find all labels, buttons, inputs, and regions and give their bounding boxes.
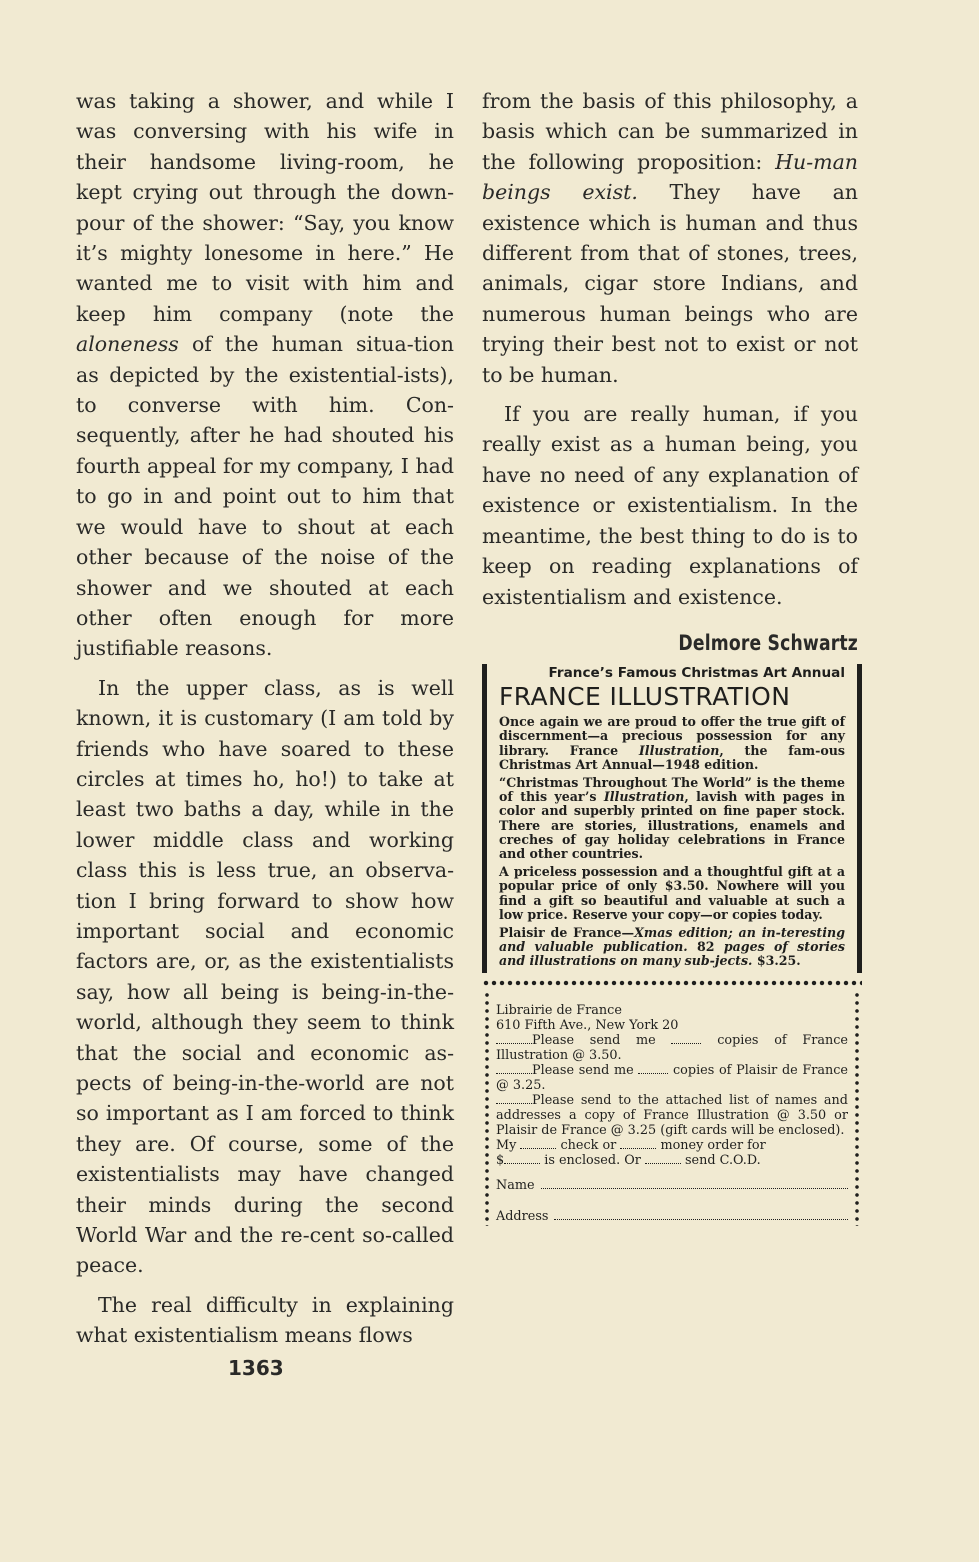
address-line[interactable] (554, 1209, 848, 1220)
right-paragraph-1: from the basis of this philosophy, a basis which can be summarized in the following proposition: Hu-man beings exist. They have an existence which is human and thus different from that of stones, trees, animals, cigar store Indians, and numerous human beings who are trying their best not to exist or not to be human. (482, 89, 859, 387)
coupon-option-gift-list[interactable]: Please send to the attached list of names and addresses a copy of France Illustration @ 3.50 or Plaisir de France @ 3.25 (gift cards will be enclosed). (496, 1092, 848, 1138)
left-column (76, 86, 454, 1351)
ad-box (482, 664, 862, 973)
quantity-blank[interactable] (496, 1093, 532, 1104)
copies-blank[interactable] (638, 1063, 668, 1074)
ad-paragraph-2: “Christmas Throughout The World” is the theme of this year’s Illustration, lavish with pages in color and superbly printed on fine paper stock. There are stories, illustrations, enamels and creches of gay holiday celebrations in France and other countries. (499, 775, 845, 862)
cod-blank[interactable] (645, 1153, 681, 1164)
ad-headline: FRANCE ILLUSTRATION (499, 682, 791, 712)
address-field[interactable]: Address (496, 1209, 848, 1226)
quantity-blank[interactable] (496, 1063, 532, 1074)
ad-paragraph-4: Plaisir de France—Xmas edition; an in-teresting and valuable publication. 82 pages of stories and illustrations on many sub-jects. $3.25. (499, 925, 845, 969)
ad-paragraph-1: Once again we are proud to offer the true gift of discernment—a precious possession for any library. France Illustration, the fam-ous Christmas Art Annual—1948 edition. (499, 714, 845, 772)
left-paragraph-2: In the upper class, as is well known, it is customary (I am told by friends who have soared to these circles at times ho, ho!) to take at least two baths a day, while in the lower middle class and working class this is less true, an observa-tion I bring forward to show how important social and economic factors are, or, as the existentialists say, how all being is being-in-the-world, although they seem to think that the social and economic as-pects of being-in-the-world are not so important as I am forced to think they are. Of course, some of the existentialists may have changed their minds during the second World War and the re-cent so-called peace. (76, 675, 454, 1278)
coupon-option-plaisir[interactable]: Please send me copies of Plaisir de France @ 3.25. (496, 1062, 848, 1093)
italic-proposition: Hu-man beings exist. (482, 149, 858, 205)
check-blank[interactable] (520, 1138, 556, 1149)
coupon-payment-line-1: My check or money order for (496, 1137, 766, 1153)
name-field[interactable]: Name (496, 1178, 848, 1193)
page-number: 1363 (228, 1356, 284, 1380)
ad-kicker: France’s Famous Christmas Art Annual (548, 665, 845, 681)
italic-aloneness: aloneness (76, 332, 179, 357)
france-illustration-advertisement (482, 664, 862, 1226)
amount-blank[interactable] (504, 1153, 540, 1164)
order-coupon (482, 991, 862, 1226)
author-signature: Delmore Schwartz (678, 630, 858, 655)
coupon-address-line-2: 610 Fifth Ave., New York 20 (496, 1017, 679, 1033)
ad-paragraph-3: A priceless possession and a thoughtful gift at a popular price of only $3.50. Nowhere will you find a gift so beautiful and valuable at such a low price. Reserve your copy—or copies today. (499, 864, 845, 922)
left-paragraph-3: The real difficulty in explaining what existentialism means flows (76, 1292, 454, 1348)
name-line[interactable] (541, 1178, 848, 1189)
coupon-address-line-1: Librairie de France (496, 1002, 622, 1018)
coupon-option-france[interactable]: Please send me copies of France Illustration @ 3.50. (496, 1032, 848, 1063)
right-paragraph-2: If you are really human, if you really exist as a human being, you have no need of any explanation of existence or existentialism. In the meantime, the best thing to do is to keep on reading explanations of existentialism and existence. (482, 402, 858, 609)
money-order-blank[interactable] (620, 1138, 656, 1149)
left-paragraph-1: was taking a shower, and while I was conversing with his wife in their handsome living-room, he kept crying out through the down-pour of the shower: “Say, you know it’s mighty lonesome in here.” He wanted me to visit with him and keep him company (note the aloneness of the human situa-tion as depicted by the existential-ists), to converse with him. Con-sequently, after he had shouted his fourth appeal for my company, I had to go in and point out to him that we would have to shout at each other because of the noise of the shower and we shouted at each other often enough for more justifiable reasons. (76, 89, 454, 661)
coupon-payment-line-2: $ is enclosed. Or send C.O.D. (496, 1152, 761, 1168)
copies-blank[interactable] (671, 1033, 701, 1044)
dotted-divider (482, 979, 862, 987)
right-column (482, 86, 858, 658)
quantity-blank[interactable] (496, 1033, 532, 1044)
